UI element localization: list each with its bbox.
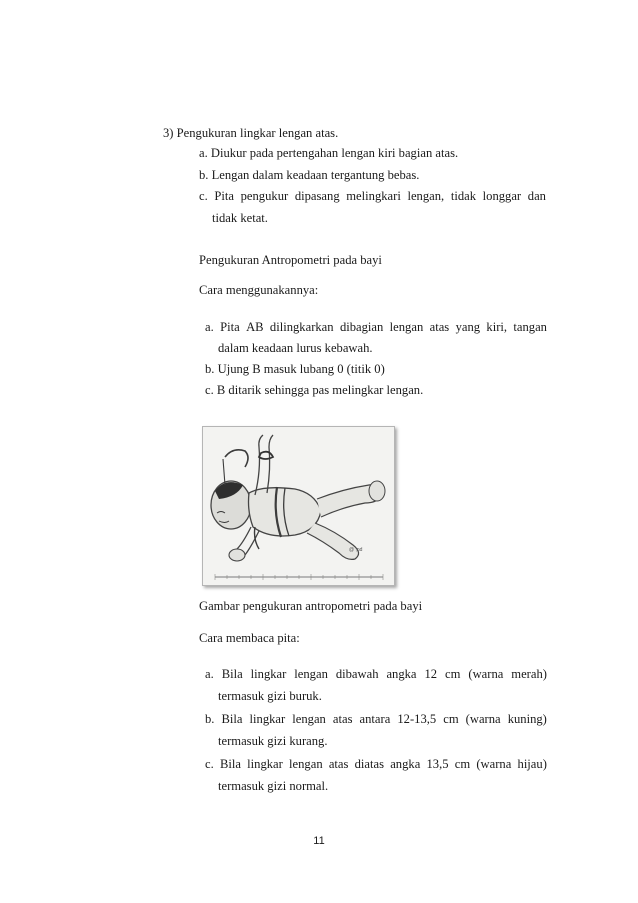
usage-item-a-continued: dalam keadaan lurus kebawah.: [218, 341, 373, 355]
reading-item-a: [205, 666, 547, 682]
word: hijau): [517, 757, 547, 771]
word: 13,5: [426, 757, 449, 771]
baby-measurement-illustration: [203, 427, 394, 585]
word: cm: [454, 757, 471, 771]
section-3-heading: 3) Pengukuran lingkar lengan atas.: [163, 126, 339, 140]
word: atas: [328, 757, 349, 771]
usage-heading: Cara menggunakannya:: [199, 283, 319, 297]
word: pengukur: [240, 189, 289, 203]
word: cm: [443, 712, 459, 726]
word: atas: [332, 712, 353, 726]
word: lingkar: [250, 667, 287, 681]
word: 12: [424, 667, 438, 681]
word: Pita: [214, 189, 234, 203]
word: kuning): [507, 712, 547, 726]
section-3-item-b: b. Lengan dalam keadaan tergantung bebas.: [199, 168, 420, 182]
reading-item-c-continued: termasuk gizi normal.: [218, 779, 329, 793]
page-number: 11: [313, 835, 325, 847]
word: angka: [386, 667, 417, 681]
word: tangan: [513, 320, 547, 334]
word: lengan,: [407, 189, 445, 203]
word: dilingkarkan: [269, 320, 334, 334]
word: c.: [205, 757, 214, 771]
word: dan: [527, 189, 546, 203]
word: lingkar: [249, 712, 286, 726]
baby-measurement-figure: [202, 426, 395, 586]
usage-item-b: b. Ujung B masuk lubang 0 (titik 0): [205, 362, 385, 376]
word: atas: [429, 320, 450, 334]
word: lengan: [294, 667, 328, 681]
word: lengan: [289, 757, 323, 771]
word: merah): [511, 667, 547, 681]
word: (warna: [476, 757, 512, 771]
section-3-item-c-continued: tidak ketat.: [212, 211, 268, 225]
usage-item-a: [205, 319, 547, 335]
word: Bila: [221, 712, 243, 726]
word: dibawah: [335, 667, 379, 681]
word: 12-13,5: [397, 712, 437, 726]
word: diatas: [354, 757, 385, 771]
word: dibagian: [339, 320, 384, 334]
anthropometry-heading: Pengukuran Antropometri pada bayi: [199, 253, 382, 267]
word: longgar: [482, 189, 522, 203]
word: dipasang: [294, 189, 340, 203]
usage-item-c: c. B ditarik sehingga pas melingkar lengan.: [205, 383, 424, 397]
reading-item-b-continued: termasuk gizi kurang.: [218, 734, 328, 748]
word: Pita: [220, 320, 240, 334]
word: lingkar: [247, 757, 283, 771]
reading-item-a-continued: termasuk gizi buruk.: [218, 689, 322, 703]
word: (warna: [468, 667, 504, 681]
reading-heading: Cara membaca pita:: [199, 631, 300, 645]
figure-caption: Gambar pengukuran antropometri pada bayi: [199, 599, 423, 613]
section-3-item-c: [199, 188, 546, 204]
word: angka: [390, 757, 421, 771]
word: AB: [246, 320, 264, 334]
word: (warna: [465, 712, 501, 726]
word: c.: [199, 189, 208, 203]
word: antara: [359, 712, 391, 726]
word: tidak: [450, 189, 477, 203]
word: b.: [205, 712, 215, 726]
word: lengan: [389, 320, 424, 334]
word: lengan: [292, 712, 326, 726]
reading-item-b: [205, 711, 547, 727]
word: Bila: [219, 757, 241, 771]
section-3-item-a: a. Diukur pada pertengahan lengan kiri bagian atas.: [199, 146, 459, 160]
word: a.: [205, 320, 214, 334]
word: melingkari: [346, 189, 401, 203]
word: yang: [455, 320, 481, 334]
reading-item-c: [205, 756, 547, 772]
word: Bila: [221, 667, 243, 681]
word: kiri,: [486, 320, 508, 334]
figure-label: @ ;nd: [349, 547, 363, 553]
word: cm: [445, 667, 461, 681]
word: a.: [205, 667, 214, 681]
